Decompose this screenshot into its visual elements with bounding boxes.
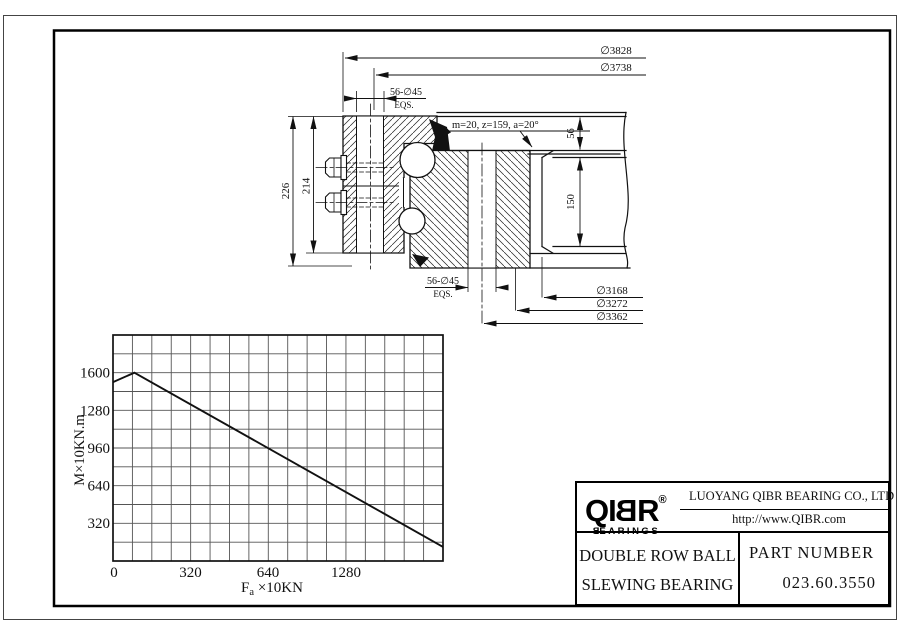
dim-bore-recess-height: 150 xyxy=(566,194,577,210)
part-number-value: 023.60.3550 xyxy=(782,573,876,592)
y-tick-1280: 1280 xyxy=(80,403,110,420)
x-tick-1280: 1280 xyxy=(331,565,361,581)
header-divider-line xyxy=(680,509,888,510)
y-tick-640: 640 xyxy=(87,478,110,495)
chart-load-curve xyxy=(113,373,443,547)
chart-y-axis-label: M×10KN.m xyxy=(72,414,88,486)
dim-height-ring: 214 xyxy=(300,177,313,195)
dim-gear-rim-height: 56 xyxy=(566,128,577,139)
ball-lower-row xyxy=(399,208,425,234)
dim-outer-ring-od: ∅3738 xyxy=(600,62,632,74)
logo-text-r: R xyxy=(637,493,659,528)
y-tick-1600: 1600 xyxy=(80,365,110,382)
bearing-section-view xyxy=(316,104,630,326)
product-name-cell xyxy=(577,533,740,606)
qibr-logo xyxy=(585,485,687,537)
company-url: http://www.QIBR.com xyxy=(732,512,846,526)
chart-x-ticks xyxy=(110,565,361,581)
dim-mount-holes-bottom: 56-∅45 xyxy=(426,276,460,287)
x-label-unit: ×10KN xyxy=(254,580,303,596)
y-tick-960: 960 xyxy=(87,441,110,457)
y-tick-320: 320 xyxy=(87,516,110,532)
part-number-cell xyxy=(742,533,888,606)
x-tick-0: 0 xyxy=(110,565,118,581)
dim-height-total: 226 xyxy=(280,182,292,200)
outer-ring-bolt-hole xyxy=(357,116,384,253)
dim-mount-holes-top: 56-∅45 xyxy=(389,87,423,98)
company-name: LUOYANG QIBR BEARING CO., LTD xyxy=(689,489,895,503)
logo-text-qi: QI xyxy=(585,493,616,528)
product-line1: DOUBLE ROW BALL xyxy=(579,546,736,565)
dim-bolt-circle: ∅3272 xyxy=(596,298,628,310)
dim-outer-diameter: ∅3828 xyxy=(600,45,632,57)
part-number-label: PART NUMBER xyxy=(749,543,875,562)
ball-upper-row xyxy=(400,143,435,178)
logo-wordmark xyxy=(585,485,687,526)
x-label-subscript: a xyxy=(249,587,255,598)
chart-grid xyxy=(113,335,443,561)
x-tick-320: 320 xyxy=(179,565,202,581)
logo-text-mirrored-b: B xyxy=(615,493,638,528)
title-block-header-row xyxy=(577,483,895,537)
logo-sub-mirrored-b: B xyxy=(590,526,600,537)
gear-spec-note: m=20, z=159, a=20° xyxy=(452,120,539,131)
chart-x-axis-label xyxy=(241,580,303,598)
registered-trademark-icon: ® xyxy=(658,494,667,506)
title-block-body-row xyxy=(577,533,888,606)
dim-bore: ∅3168 xyxy=(596,285,628,297)
x-label-symbol: F xyxy=(241,580,250,596)
product-line2: SLEWING BEARING xyxy=(581,575,734,594)
x-tick-640: 640 xyxy=(256,565,280,581)
dim-mount-holes-bottom-note: EQS. xyxy=(433,289,453,299)
title-block xyxy=(575,481,895,606)
load-curve-chart xyxy=(72,335,443,598)
break-line xyxy=(624,113,628,269)
logo-sub-earings: EARINGS xyxy=(599,526,661,537)
dim-inner-ring-od: ∅3362 xyxy=(596,311,628,323)
dim-mount-holes-top-note: EQS. xyxy=(394,100,414,110)
